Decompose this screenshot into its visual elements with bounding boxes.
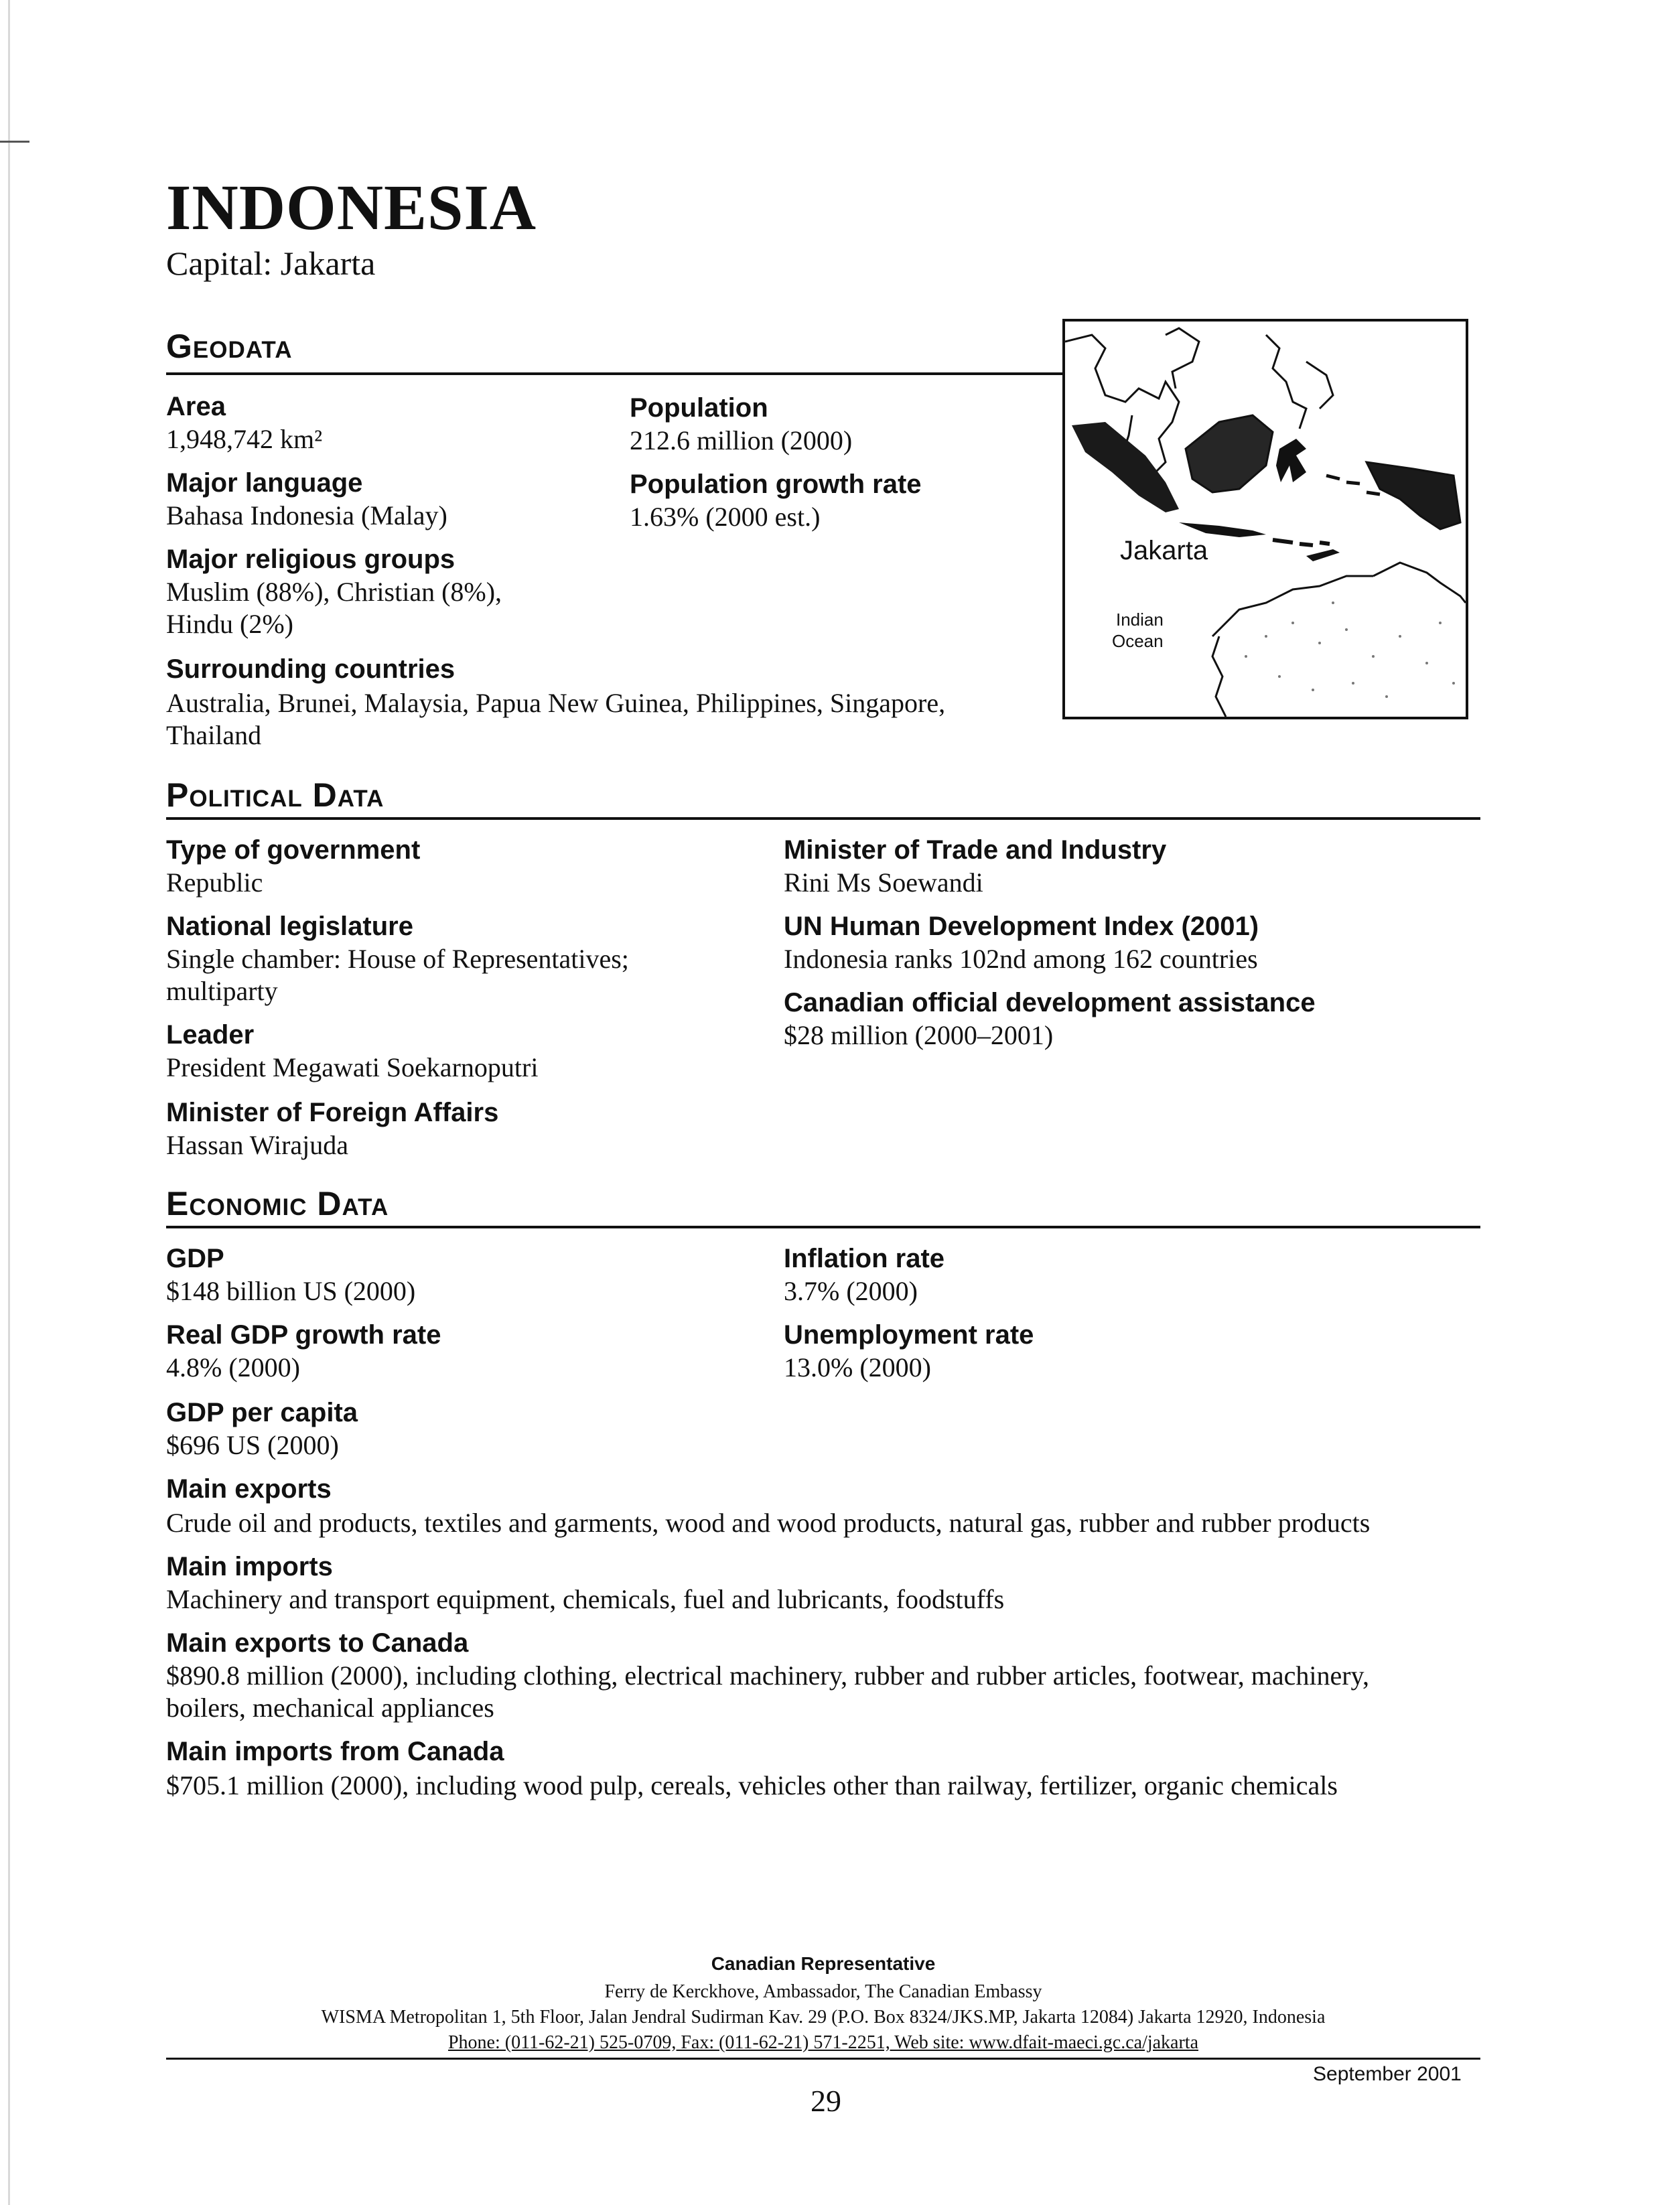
political-rule — [166, 817, 1480, 820]
surrounding-value-line2: Thailand — [166, 720, 262, 750]
exports-to-canada-value-line2: boilers, mechanical appliances — [166, 1693, 494, 1723]
religion-label: Major religious groups — [166, 545, 456, 574]
exports-value: Crude oil and products, textiles and garments, wood and wood products, natural gas, rubber and rubber products — [166, 1508, 1371, 1538]
exports-to-canada-label: Main exports to Canada — [166, 1628, 469, 1658]
legislature-label: National legislature — [166, 912, 413, 941]
gdp-per-capita-label: GDP per capita — [166, 1398, 358, 1427]
hdi-value: Indonesia ranks 102nd among 162 countries — [784, 944, 1258, 974]
inflation-value: 3.7% (2000) — [784, 1276, 918, 1306]
geodata-rule — [166, 372, 1064, 375]
page-title: INDONESIA — [166, 171, 537, 243]
government-label: Type of government — [166, 835, 421, 865]
gdp-label: GDP — [166, 1244, 224, 1273]
unemployment-value: 13.0% (2000) — [784, 1352, 931, 1382]
population-label: Population — [630, 393, 768, 423]
imports-from-canada-value: $705.1 million (2000), including wood pulp, cereals, vehicles other than railway, fertilizer, organic chemicals — [166, 1770, 1338, 1800]
language-value: Bahasa Indonesia (Malay) — [166, 500, 447, 530]
footer-date: September 2001 — [1313, 2063, 1462, 2085]
footer-heading: Canadian Representative — [711, 1953, 936, 1974]
gdp-growth-label: Real GDP growth rate — [166, 1320, 441, 1350]
unemployment-label: Unemployment rate — [784, 1320, 1034, 1350]
imports-from-canada-label: Main imports from Canada — [166, 1737, 504, 1766]
inflation-label: Inflation rate — [784, 1244, 945, 1273]
geodata-heading: Geodata — [166, 328, 293, 365]
footer-rule — [166, 2058, 1480, 2060]
scan-edge — [8, 0, 10, 2205]
imports-label: Main imports — [166, 1552, 333, 1581]
area-label: Area — [166, 392, 226, 421]
foreign-minister-value: Hassan Wirajuda — [166, 1130, 349, 1160]
trade-minister-value: Rini Ms Soewandi — [784, 867, 983, 898]
leader-value: President Megawati Soekarnoputri — [166, 1052, 539, 1082]
trade-minister-label: Minister of Trade and Industry — [784, 835, 1167, 865]
footer-contact-line: Phone: (011-62-21) 525-0709, Fax: (011-62-21) 571-2251, Web site: www.dfait-maeci.gc.ca/jakarta — [447, 2032, 1199, 2053]
map-graphic — [1065, 322, 1466, 717]
religion-value-line1: Muslim (88%), Christian (8%), — [166, 577, 502, 607]
government-value: Republic — [166, 867, 263, 898]
scan-mark — [0, 141, 29, 143]
footer-line2: WISMA Metropolitan 1, 5th Floor, Jalan Jendral Sudirman Kav. 29 (P.O. Box 8324/JKS.MP, Jakarta 12084) Jakarta 12920, Indonesia — [321, 2007, 1326, 2028]
exports-to-canada-value-line1: $890.8 million (2000), including clothing, electrical machinery, rubber and rubber articles, footwear, machinery, — [166, 1660, 1369, 1691]
leader-label: Leader — [166, 1020, 255, 1050]
imports-value: Machinery and transport equipment, chemicals, fuel and lubricants, foodstuffs — [166, 1584, 1005, 1614]
economic-rule — [166, 1226, 1480, 1228]
surrounding-label: Surrounding countries — [166, 654, 456, 684]
foreign-minister-label: Minister of Foreign Affairs — [166, 1098, 499, 1127]
oda-label: Canadian official development assistance — [784, 988, 1316, 1017]
capital-subtitle: Capital: Jakarta — [166, 244, 376, 282]
language-label: Major language — [166, 468, 363, 498]
footer-line1: Ferry de Kerckhove, Ambassador, The Canadian Embassy — [604, 1981, 1042, 2002]
hdi-label: UN Human Development Index (2001) — [784, 912, 1259, 941]
page-number: 29 — [811, 2084, 841, 2118]
oda-value: $28 million (2000–2001) — [784, 1020, 1054, 1050]
gdp-per-capita-value: $696 US (2000) — [166, 1430, 339, 1460]
religion-value-line2: Hindu (2%) — [166, 609, 293, 639]
location-map — [1062, 319, 1468, 719]
gdp-value: $148 billion US (2000) — [166, 1276, 416, 1306]
area-value: 1,948,742 km² — [166, 424, 323, 454]
growth-value: 1.63% (2000 est.) — [630, 502, 821, 532]
legislature-value-line1: Single chamber: House of Representatives; — [166, 944, 629, 974]
gdp-growth-value: 4.8% (2000) — [166, 1352, 300, 1382]
surrounding-value-line1: Australia, Brunei, Malaysia, Papua New Guinea, Philippines, Singapore, — [166, 688, 946, 718]
population-value: 212.6 million (2000) — [630, 425, 853, 455]
legislature-value-line2: multiparty — [166, 976, 278, 1006]
political-heading: Political Data — [166, 776, 384, 814]
map-ocean-label-line2: Ocean — [1112, 631, 1164, 651]
exports-label: Main exports — [166, 1474, 332, 1504]
map-ocean-label-line1: Indian — [1116, 610, 1164, 630]
growth-label: Population growth rate — [630, 470, 922, 499]
map-jakarta-label: Jakarta — [1120, 536, 1208, 565]
economic-heading: Economic Data — [166, 1185, 389, 1222]
